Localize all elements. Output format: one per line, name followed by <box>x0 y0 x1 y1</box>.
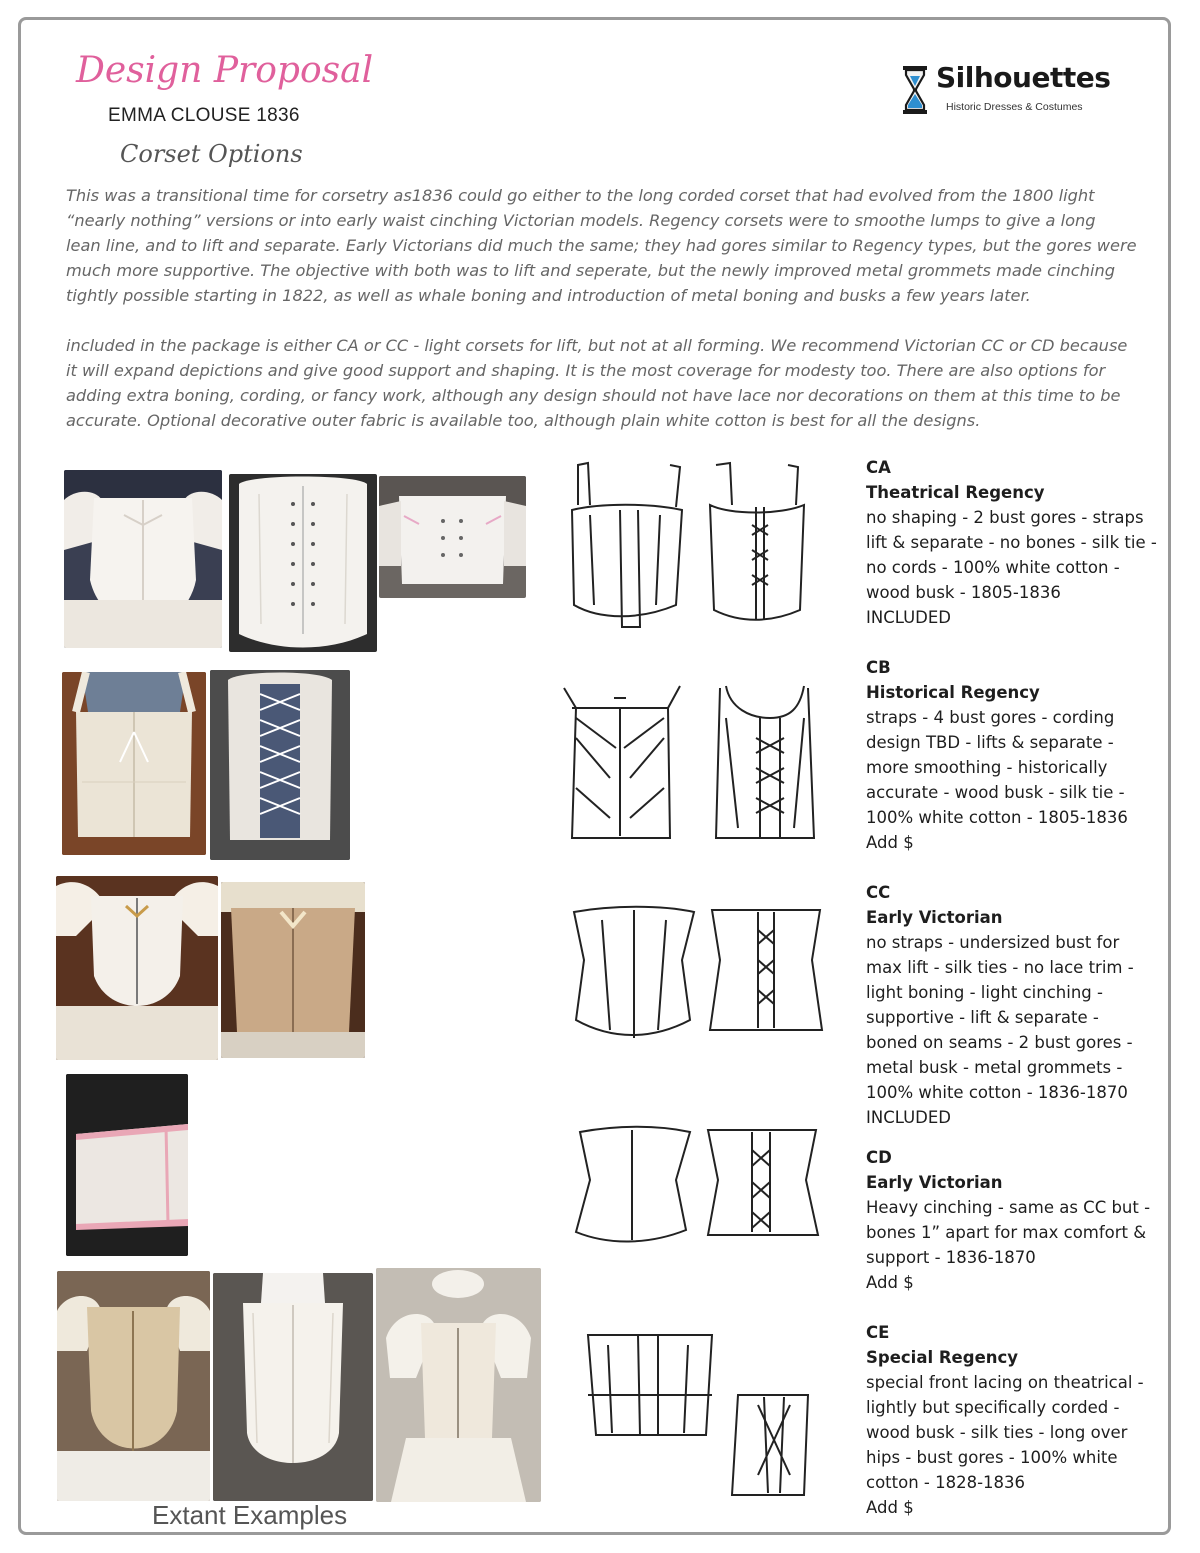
sketch-ca <box>560 455 820 635</box>
example-photo <box>376 1268 541 1502</box>
brand-name: Silhouettes <box>936 61 1111 94</box>
example-photo <box>57 1271 210 1501</box>
option-code: CE <box>866 1323 890 1342</box>
option-name: Special Regency <box>866 1348 1019 1367</box>
option-cc <box>866 880 1176 1130</box>
option-name: Historical Regency <box>866 683 1040 702</box>
option-line: INCLUDED <box>866 608 952 627</box>
option-line: wood busk - 1805-1836 <box>866 583 1061 602</box>
option-line: INCLUDED <box>866 1108 952 1127</box>
text-line: “nearly nothing” versions or into early waist cinching Victorian models. Regency corsets were to smoothe lumps to give a long <box>66 211 1096 230</box>
text-line: tightly possible starting in 1822, as well as whale boning and introduction of metal boning and busks a few years later. <box>66 286 1031 305</box>
example-photo <box>229 474 377 652</box>
client-name: EMMA CLOUSE 1836 <box>108 105 300 126</box>
example-photo <box>64 470 222 648</box>
sketch-cd <box>568 1120 838 1250</box>
example-photo <box>62 672 206 855</box>
option-line: boned on seams - 2 bust gores - <box>866 1033 1133 1052</box>
option-ca <box>866 455 1176 630</box>
option-line: special front lacing on theatrical - <box>866 1373 1144 1392</box>
option-cd <box>866 1145 1176 1295</box>
option-line: accurate - wood busk - silk tie - <box>866 783 1125 802</box>
option-line: cotton - 1828-1836 <box>866 1473 1026 1492</box>
text-line: it will expand depictions and give good support and shaping. It is the most coverage for modesty too. There are also options for <box>66 361 1106 380</box>
text-line: lean line, and to lift and separate. Early Victorians did much the same; they had gores similar to Regency types, but the gores were <box>66 236 1137 255</box>
text-line: much more supportive. The objective with both was to lift and seperate, but the newly improved metal grommets made cinching <box>66 261 1115 280</box>
option-name: Early Victorian <box>866 908 1003 927</box>
intro-paragraph-2 <box>66 333 1146 433</box>
option-line: Add $ <box>866 1498 914 1517</box>
option-line: more smoothing - historically <box>866 758 1108 777</box>
option-line: bones 1” apart for max comfort & <box>866 1223 1147 1242</box>
photo-caption: Extant Examples <box>152 1500 348 1530</box>
option-line: lift & separate - no bones - silk tie - <box>866 533 1157 552</box>
section-title: Corset Options <box>120 140 303 168</box>
option-line: no cords - 100% white cotton - <box>866 558 1120 577</box>
option-code: CA <box>866 458 891 477</box>
text-line: included in the package is either CA or CC - light corsets for lift, but not at all forming. We recommend Victorian CC or CD because <box>66 336 1128 355</box>
option-name: Theatrical Regency <box>866 483 1045 502</box>
sketch-ce <box>578 1325 838 1500</box>
option-line: Heavy cinching - same as CC but - <box>866 1198 1151 1217</box>
example-photo <box>210 670 350 860</box>
page-title: Design Proposal <box>76 50 374 91</box>
option-cb <box>866 655 1176 855</box>
option-line: Add $ <box>866 833 914 852</box>
option-name: Early Victorian <box>866 1173 1003 1192</box>
option-code: CC <box>866 883 891 902</box>
option-line: Add $ <box>866 1273 914 1292</box>
option-line: light boning - light cinching - <box>866 983 1103 1002</box>
option-ce <box>866 1320 1176 1520</box>
example-photo <box>221 882 365 1058</box>
option-line: wood busk - silk ties - long over <box>866 1423 1128 1442</box>
option-line: max lift - silk ties - no lace trim - <box>866 958 1134 977</box>
option-line: support - 1836-1870 <box>866 1248 1036 1267</box>
option-line: straps - 4 bust gores - cording <box>866 708 1115 727</box>
option-line: 100% white cotton - 1836-1870 <box>866 1083 1128 1102</box>
option-line: supportive - lift & separate - <box>866 1008 1099 1027</box>
option-line: 100% white cotton - 1805-1836 <box>866 808 1128 827</box>
brand-logo <box>900 61 1111 120</box>
option-code: CD <box>866 1148 892 1167</box>
option-line: design TBD - lifts & separate - <box>866 733 1114 752</box>
intro-paragraph-1 <box>66 183 1146 308</box>
sketch-cc <box>562 900 832 1050</box>
example-photo <box>66 1074 188 1256</box>
option-line: no straps - undersized bust for <box>866 933 1120 952</box>
option-line: lightly but specifically corded - <box>866 1398 1120 1417</box>
option-line: hips - bust gores - 100% white <box>866 1448 1118 1467</box>
option-code: CB <box>866 658 891 677</box>
text-line: accurate. Optional decorative outer fabric is available too, although plain white cotton is best for all the designs. <box>66 411 981 430</box>
brand-tagline: Historic Dresses & Costumes <box>946 101 1083 113</box>
text-line: This was a transitional time for corsetry as1836 could go either to the long corded corset that had evolved from the 1800 light <box>66 186 1095 205</box>
example-photo <box>213 1273 373 1501</box>
sketch-cb <box>550 678 820 858</box>
example-photo <box>56 876 218 1060</box>
text-line: adding extra boning, cording, or fancy work, although any design should not have lace nor decorations on them at this time to be <box>66 386 1121 405</box>
example-photo <box>379 476 526 598</box>
option-line: no shaping - 2 bust gores - straps <box>866 508 1144 527</box>
hourglass-icon <box>902 65 928 115</box>
option-line: metal busk - metal grommets - <box>866 1058 1123 1077</box>
